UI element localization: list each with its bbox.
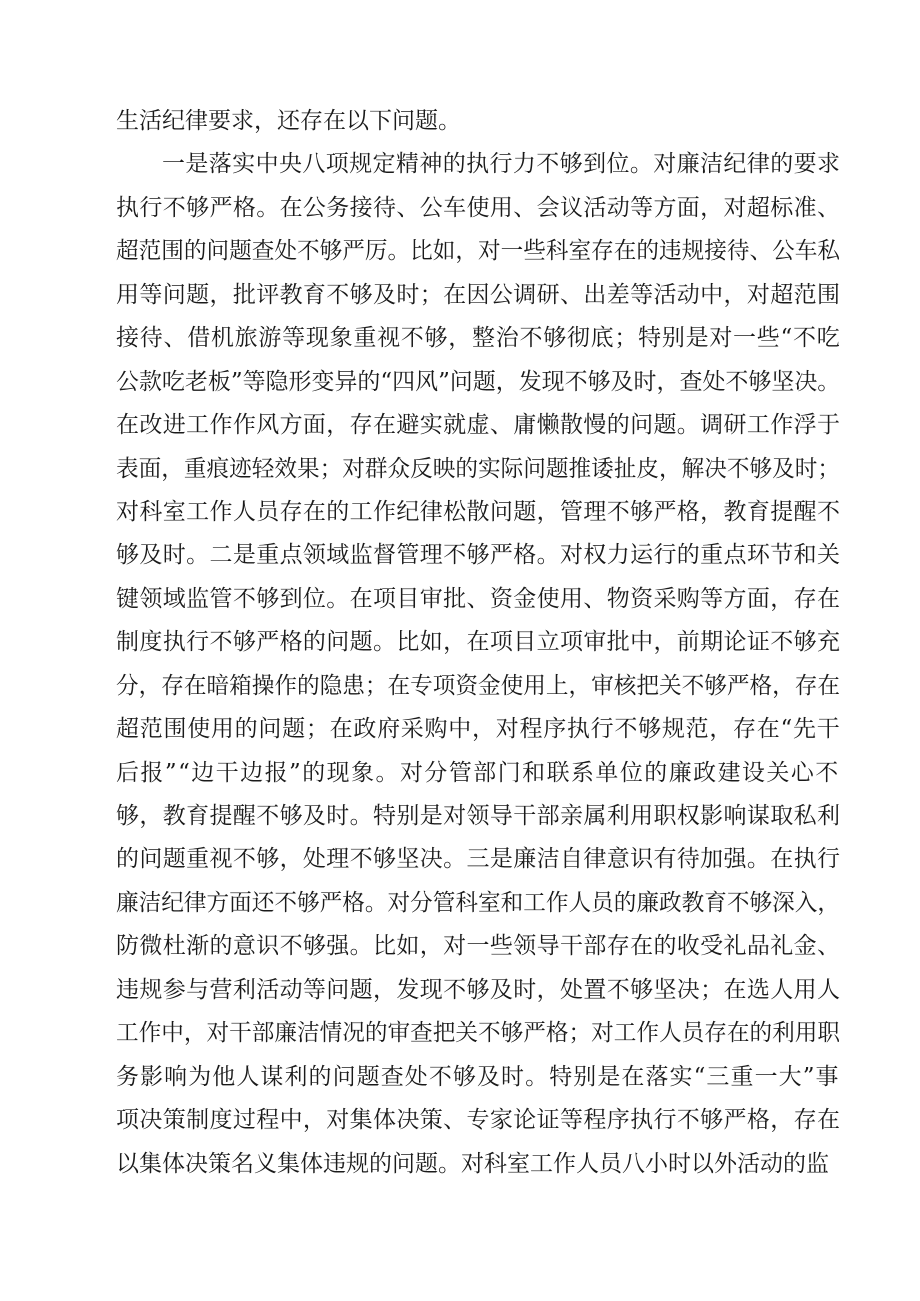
text-line xyxy=(116,752,840,795)
line-text: 键领域监管不够到位。在项目审批、资金使用、物资采购等方面，存在 xyxy=(116,585,841,612)
text-line xyxy=(116,1056,840,1099)
text-line xyxy=(116,100,840,143)
line-text: 后报”“边干边报”的现象。对分管部门和联系单位的廉政建设关心不 xyxy=(116,759,840,786)
text-line xyxy=(116,1143,840,1186)
line-text: 分，存在暗箱操作的隐患；在专项资金使用上，审核把关不够严格，存在 xyxy=(116,672,841,699)
text-line xyxy=(116,925,840,968)
text-line xyxy=(116,534,840,577)
text-line xyxy=(116,969,840,1012)
text-line xyxy=(116,187,840,230)
text-line xyxy=(116,448,840,491)
line-text: 以集体决策名义集体违规的问题。对科室工作人员八小时以外活动的监 xyxy=(116,1150,829,1177)
line-text: 用等问题，批评教育不够及时；在因公调研、出差等活动中，对超范围 xyxy=(116,281,841,308)
line-text: 项决策制度过程中，对集体决策、专家论证等程序执行不够严格，存在 xyxy=(116,1107,841,1134)
line-text: 的问题重视不够，处理不够坚决。三是廉洁自律意识有待加强。在执行 xyxy=(116,846,841,873)
line-text: 廉洁纪律方面还不够严格。对分管科室和工作人员的廉政教育不够深入， xyxy=(116,889,841,916)
line-text: 公款吃老板”等隐形变异的“四风”问题，发现不够及时，查处不够坚决。 xyxy=(116,368,841,395)
text-line xyxy=(116,1099,840,1142)
line-text: 超范围使用的问题；在政府采购中，对程序执行不够规范，存在“先干 xyxy=(116,716,841,743)
line-text: 在改进工作作风方面，存在避实就虚、庸懒散慢的问题。调研工作浮于 xyxy=(116,412,841,439)
text-line xyxy=(116,274,840,317)
document-body xyxy=(116,100,840,1186)
line-text: 表面，重痕迹轻效果；对群众反映的实际问题推诿扯皮，解决不够及时； xyxy=(116,455,841,482)
line-text: 违规参与营利活动等问题，发现不够及时，处置不够坚决；在选人用人 xyxy=(116,976,841,1003)
text-line xyxy=(116,882,840,925)
text-line xyxy=(116,621,840,664)
line-text: 务影响为他人谋利的问题查处不够及时。特别是在落实“三重一大”事 xyxy=(116,1063,840,1090)
text-line xyxy=(116,317,840,360)
text-line xyxy=(116,578,840,621)
line-text: 对科室工作人员存在的工作纪律松散问题，管理不够严格，教育提醒不 xyxy=(116,498,841,525)
text-line xyxy=(116,838,840,881)
text-line xyxy=(116,708,840,751)
line-text: 生活纪律要求，还存在以下问题。 xyxy=(116,108,461,134)
text-line xyxy=(116,230,840,273)
line-text: 执行不够严格。在公务接待、公车使用、会议活动等方面，对超标准、 xyxy=(116,194,841,221)
line-text: 够及时。二是重点领域监督管理不够严格。对权力运行的重点环节和关 xyxy=(116,542,841,569)
text-line xyxy=(116,143,840,186)
line-text: 工作中，对干部廉洁情况的审查把关不够严格；对工作人员存在的利用职 xyxy=(116,1020,841,1047)
text-line xyxy=(116,1012,840,1055)
text-line xyxy=(116,361,840,404)
text-line xyxy=(116,665,840,708)
text-line xyxy=(116,795,840,838)
line-text: 够，教育提醒不够及时。特别是对领导干部亲属利用职权影响谋取私利 xyxy=(116,803,841,829)
line-text: 防微杜渐的意识不够强。比如，对一些领导干部存在的收受礼品礼金、 xyxy=(116,933,841,960)
line-text: 接待、借机旅游等现象重视不够，整治不够彻底；特别是对一些“不吃 xyxy=(116,325,841,352)
line-text: 超范围的问题查处不够严厉。比如，对一些科室存在的违规接待、公车私 xyxy=(116,238,841,265)
line-text: 制度执行不够严格的问题。比如，在项目立项审批中，前期论证不够充 xyxy=(116,629,841,656)
line-text: 一是落实中央八项规定精神的执行力不够到位。对廉洁纪律的要求 xyxy=(162,151,841,178)
text-line xyxy=(116,404,840,447)
text-line xyxy=(116,491,840,534)
